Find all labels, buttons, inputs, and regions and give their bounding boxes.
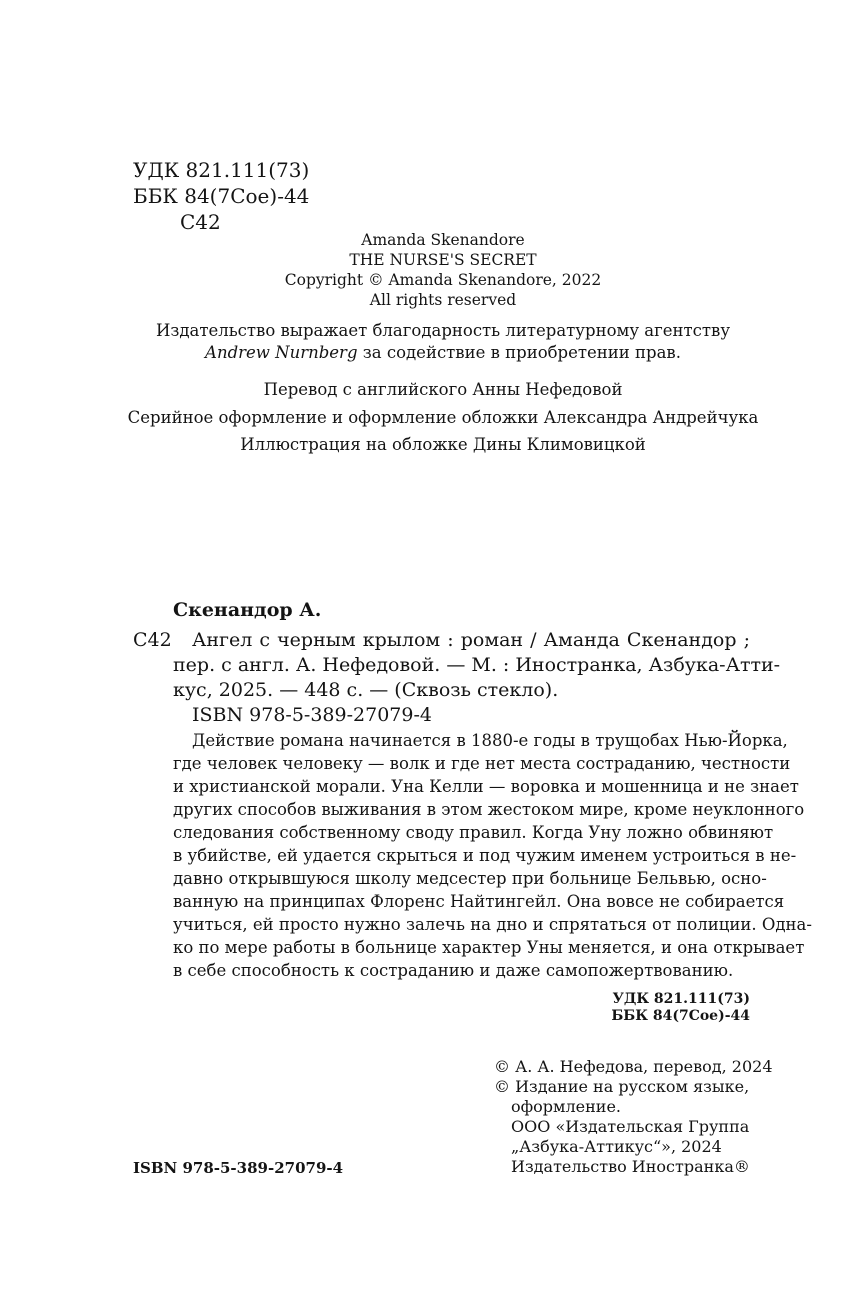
acknowledgement-line-2	[15, 342, 856, 364]
bib-mark: С42	[133, 629, 172, 651]
annotation-line: учиться, ей просто нужно залечь на дно и спрятаться от полиции. Одна-	[173, 915, 812, 934]
annotation-line: Действие романа начинается в 1880-е годы в трущобах Нью-Йорка,	[192, 731, 788, 750]
annotation-line: других способов выживания в этом жестоком мире, кроме неуклонного	[173, 800, 805, 819]
translation-credit: Перевод с английского Анны Нефедовой	[263, 380, 623, 399]
agency-name: Andrew Nurnberg	[205, 343, 358, 362]
acknowledgement-rest: за содействие в приобретении прав.	[357, 343, 681, 362]
footer-isbn: ISBN 978-5-389-27079-4	[133, 1159, 344, 1177]
bib-author-heading: Скенандор А.	[173, 599, 322, 621]
original-title: THE NURSE'S SECRET	[349, 251, 537, 269]
bib-line: Ангел с черным крылом : роман / Аманда Скенандор ;	[192, 629, 750, 651]
footer-udk-code: УДК 821.111(73)	[612, 991, 750, 1007]
footer-bbk-code: ББК 84(7Сое)-44	[611, 1008, 750, 1024]
annotation-line: в убийстве, ей удается скрыться и под чужим именем устроиться в не-	[173, 846, 797, 865]
edition-copyright-line: © Издание на русском языке,	[494, 1077, 750, 1096]
edition-copyright-line: оформление.	[511, 1097, 621, 1116]
author-mark: С42	[180, 210, 221, 234]
edition-copyright-line: ООО «Издательская Группа	[511, 1117, 750, 1136]
bib-line: кус, 2025. — 448 с. — (Сквозь стекло).	[173, 679, 559, 701]
design-credit: Серийное оформление и оформление обложки Александра Андрейчука	[127, 408, 759, 427]
annotation-line: где человек человеку — волк и где нет места состраданию, честности	[173, 754, 791, 773]
annotation-line: следования собственному своду правил. Когда Уну ложно обвиняют	[173, 823, 774, 842]
original-copyright: Copyright © Amanda Skenandore, 2022	[284, 271, 602, 289]
translation-copyright: © А. А. Нефедова, перевод, 2024	[494, 1057, 773, 1076]
bib-isbn: ISBN 978-5-389-27079-4	[192, 704, 432, 726]
acknowledgement-line-1: Издательство выражает благодарность литературному агентству	[155, 321, 731, 340]
all-rights-reserved: All rights reserved	[369, 291, 517, 309]
illustration-credit: Иллюстрация на обложке Дины Климовицкой	[240, 435, 646, 454]
edition-copyright-line: „Азбука-Аттикус“», 2024	[511, 1137, 722, 1156]
edition-copyright-line: Издательство Иностранка®	[511, 1157, 750, 1176]
annotation-line: и христианской морали. Уна Келли — воровка и мошенница и не знает	[173, 777, 799, 796]
original-author: Amanda Skenandore	[361, 231, 525, 249]
annotation-line: ванную на принципах Флоренс Найтингейл. Она вовсе не собирается	[173, 892, 785, 911]
bbk-code: ББК 84(7Сое)-44	[133, 184, 310, 208]
annotation-line: в себе способность к состраданию и даже самопожертвованию.	[173, 961, 734, 980]
udk-code: УДК 821.111(73)	[133, 158, 310, 182]
annotation-line: давно открывшуюся школу медсестер при больнице Бельвью, осно-	[173, 869, 767, 888]
bib-line: пер. с англ. А. Нефедовой. — М. : Иностранка, Азбука-Атти-	[173, 654, 781, 676]
annotation-line: ко по мере работы в больнице характер Уны меняется, и она открывает	[173, 938, 805, 957]
